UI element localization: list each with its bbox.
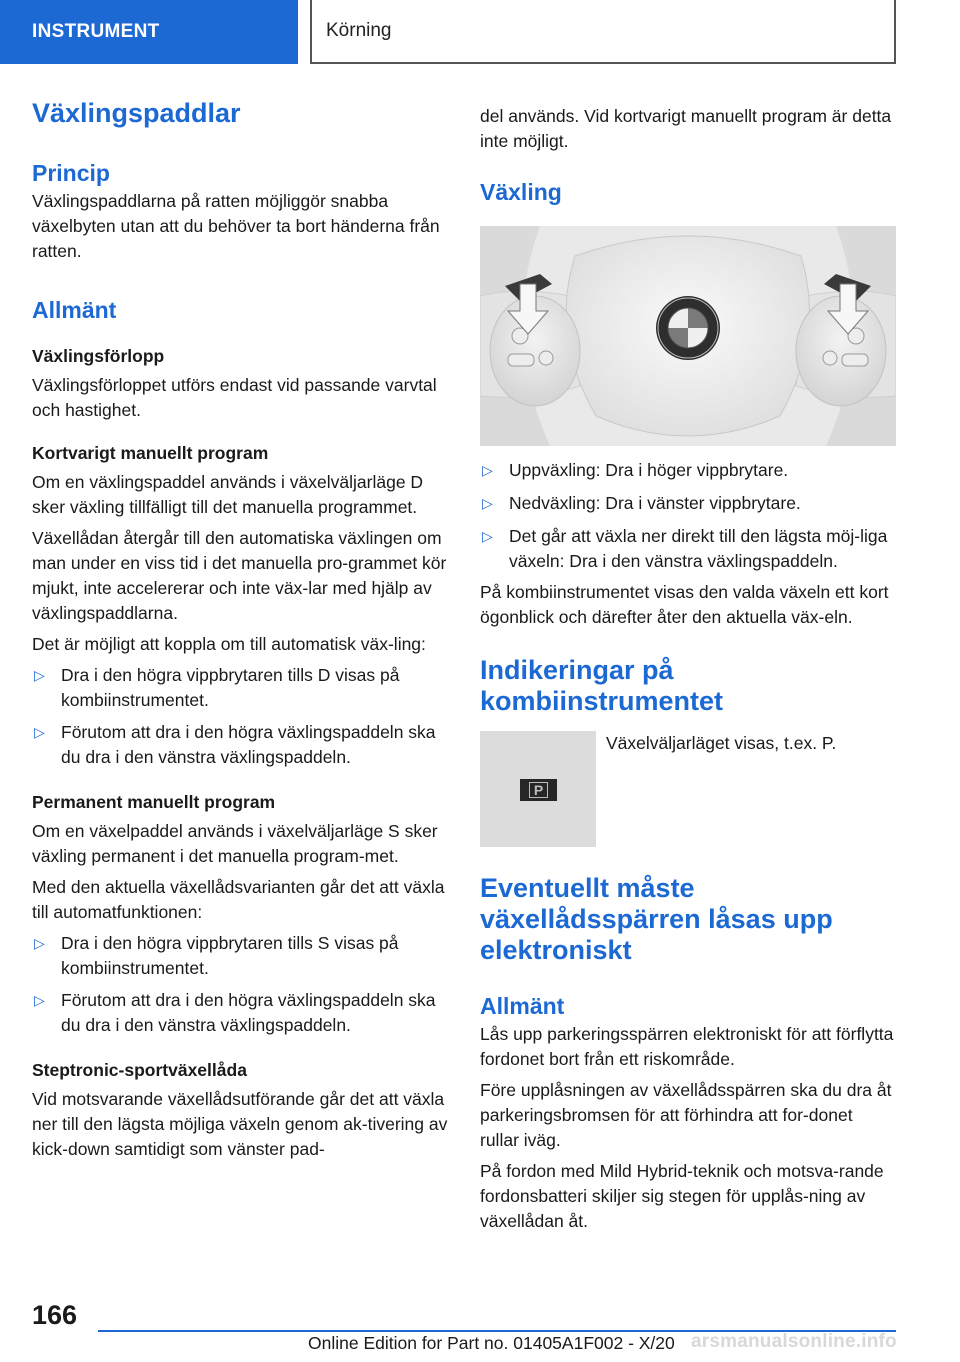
heading-vaxling: Växling (480, 179, 562, 205)
list-kortvarigt (32, 663, 448, 770)
list-item (480, 458, 896, 483)
triangle-bullet-icon: ▷ (482, 495, 493, 511)
heading-permanent: Permanent manuellt program (32, 792, 276, 812)
paragraph-vaxlingsforlopp: Växlingsförloppet utförs endast vid passande varvtal och hastighet. (32, 375, 437, 420)
triangle-bullet-icon: ▷ (34, 667, 45, 683)
triangle-bullet-icon: ▷ (34, 724, 45, 740)
paragraph-eventuellt-2: Före upplåsningen av växellådsspärren ska du dra åt parkeringsbromsen för att förhindra att for-donet rullar iväg. (480, 1080, 892, 1150)
list-item-text: Uppväxling: Dra i höger vippbrytare. (509, 460, 789, 480)
paragraph-princip: Växlingspaddlarna på ratten möjliggör snabba växelbyten utan att du behöver ta bort händerna från ratten. (32, 191, 440, 261)
footer-watermark: arsmanualsonline.info (691, 1331, 897, 1352)
list-item (32, 988, 448, 1038)
heading-indikeringar: Indikeringar på kombiinstrumentet (480, 655, 724, 716)
paragraph-kortvarigt-3: Det är möjligt att koppla om till automatisk väx-ling: (32, 634, 426, 654)
paragraph-kortvarigt-1: Om en växlingspaddel används i växelväljarläge D sker växling tillfälligt till det manuella programmet. (32, 472, 424, 517)
page-title: Växlingspaddlar (32, 98, 241, 128)
list-item-text: Dra i den högra vippbrytaren tills D visas på kombiinstrumentet. (61, 665, 400, 710)
left-column (32, 98, 448, 1162)
paragraph-permanent-2: Med den aktuella växellådsvarianten går det att växla till automatfunktionen: (32, 877, 445, 922)
paragraph-continued: del används. Vid kortvarigt manuellt program är detta inte möjligt. (480, 106, 892, 151)
page-number: 166 (32, 1300, 78, 1330)
list-item (32, 663, 448, 713)
heading-steptronic: Steptronic-sportväxellåda (32, 1060, 247, 1080)
paragraph-kortvarigt-2: Växellådan återgår till den automatiska växlingen om man under en viss tid i det manuella pro-grammet kör mjukt, inte accelererar och inte väx-lar med hjälp av växlingspaddlarna. (32, 528, 447, 623)
triangle-bullet-icon: ▷ (34, 992, 45, 1008)
list-item-text: Dra i den högra vippbrytaren tills S visas på kombiinstrumentet. (61, 933, 399, 978)
paragraph-steptronic: Vid motsvarande växellådsutförande går det att växla ner till den lägsta möjliga växeln genom ak-tivering av kick-down samtidigt som vänster pad- (32, 1089, 448, 1159)
heading-eventuellt: Eventuellt måste växellådsspärren låsas upp elektroniskt (480, 873, 833, 965)
list-permanent (32, 931, 448, 1038)
list-vaxling (480, 458, 896, 574)
list-item (32, 931, 448, 981)
chapter-tab: Körning (310, 0, 896, 64)
paragraph-permanent-1: Om en växelpaddel används i växelväljarläge S sker växling permanent i det manuella program-met. (32, 821, 438, 866)
list-item (480, 491, 896, 516)
right-column (480, 104, 896, 1234)
list-item-text: Nedväxling: Dra i vänster vippbrytare. (509, 493, 801, 513)
gear-p-symbol: P (529, 782, 548, 798)
triangle-bullet-icon: ▷ (482, 528, 493, 544)
paragraph-eventuellt-3: På fordon med Mild Hybrid-teknik och motsva-rande fordonsbatteri skiljer sig stegen för upplås-ning av växellådan åt. (480, 1161, 884, 1231)
heading-allmant: Allmänt (32, 297, 117, 323)
list-item-text: Det går att växla ner direkt till den lägsta möj-liga växeln: Dra i den vänstra växlingspaddeln. (509, 526, 888, 571)
triangle-bullet-icon: ▷ (482, 462, 493, 478)
paragraph-eventuellt-1: Lås upp parkeringsspärren elektroniskt för att förflytta fordonet bort från ett riskområde. (480, 1024, 894, 1069)
triangle-bullet-icon: ▷ (34, 935, 45, 951)
indicator-image (480, 731, 596, 847)
list-item (480, 524, 896, 574)
steering-wheel-illustration (480, 226, 896, 446)
heading-princip: Princip (32, 160, 110, 186)
list-item-text: Förutom att dra i den högra växlingspaddeln ska du dra i den vänstra växlingspaddeln. (61, 990, 436, 1035)
footer-edition: Online Edition for Part no. 01405A1F002 - X/20 (308, 1333, 675, 1353)
heading-vaxlingsforlopp: Växlingsförlopp (32, 346, 165, 366)
list-item-text: Förutom att dra i den högra växlingspaddeln ska du dra i den vänstra växlingspaddeln. (61, 722, 436, 767)
indicator-block (480, 731, 896, 847)
paragraph-vaxling: På kombiinstrumentet visas den valda växeln ett kort ögonblick och därefter åter den aktuella väx-eln. (480, 582, 889, 627)
paragraph-indikeringar: Växelväljarläget visas, t.ex. P. (606, 733, 837, 753)
gear-p-icon (520, 779, 557, 801)
list-item (32, 720, 448, 770)
section-tab: INSTRUMENT (0, 0, 298, 64)
heading-kortvarigt: Kortvarigt manuellt program (32, 443, 269, 463)
heading-allmant-right: Allmänt (480, 993, 565, 1019)
